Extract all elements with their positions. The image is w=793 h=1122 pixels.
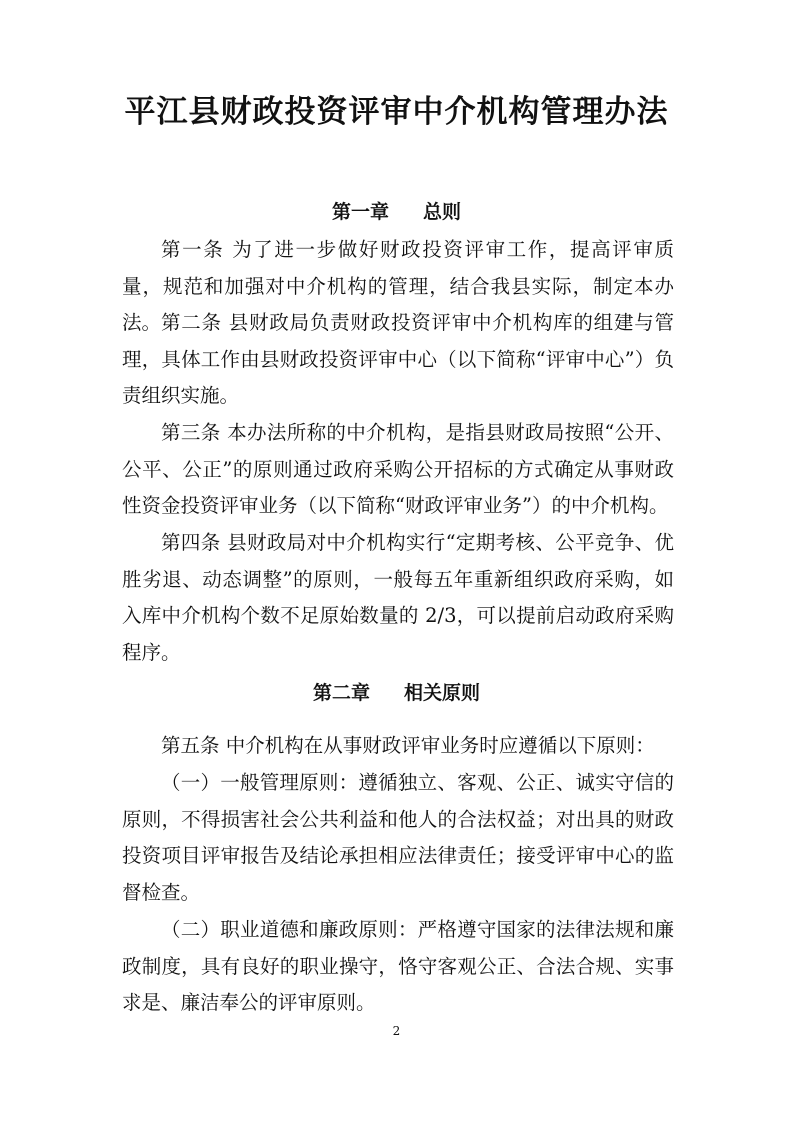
article-5 [122,728,674,765]
document-title: 平江县财政投资评审中介机构管理办法 [124,94,669,130]
article-4-lead: 第四条 [161,531,221,554]
chapter-1-heading [0,197,793,227]
chapter-2-heading [0,678,793,708]
principle-1-text: 一般管理原则：遵循独立、客观、公正、诚实守信的原则，不得损害社会公共利益和他人的合法权益；对出具的财政投资项目评审报告及结论承担相应法律责任；接受评审中心的监督检查。 [122,771,674,904]
article-1-lead: 第一条 [161,238,225,261]
chapter-1-name: 总则 [423,201,462,223]
principle-1 [122,765,674,911]
article-3 [122,415,674,525]
article-1-text: 为了进一步做好财政投资评审工作，提高评审质量，规范和加强对中介机构的管理，结合我县实际，制定本办法。 [122,238,674,334]
chapter-1-label: 第一章 [331,201,389,223]
page-number: 2 [392,1024,401,1038]
article-2-lead: 第二条 [161,311,222,334]
principle-2-text: 职业道德和廉政原则：严格遵守国家的法律法规和廉政制度，具有良好的职业操守，恪守客观公正、合法合规、实事求是、廉洁奉公的评审原则。 [122,918,674,1014]
article-4 [122,525,674,671]
article-4-text: 县财政局对中介机构实行“定期考核、公平竞争、优胜劣退、动态调整”的原则，一般每五年重新组织政府采购，如入库中介机构个数不足原始数量的 2/3，可以提前启动政府采购程序。 [122,531,674,664]
chapter-2-name: 相关原则 [404,682,481,704]
principle-2 [122,912,674,1022]
article-2-text: 县财政局负责财政投资评审中介机构库的组建与管理，具体工作由县财政投资评审中心（以下简称“评审中心”）负责组织实施。 [122,311,674,407]
chapter-2-label: 第二章 [312,682,370,704]
principle-1-lead: （一） [161,771,221,794]
article-5-lead: 第五条 [161,734,220,757]
principle-2-lead: （二） [161,918,221,941]
article-3-text: 本办法所称的中介机构，是指县财政局按照“公开、公平、公正”的原则通过政府采购公开招标的方式确定从事财政性资金投资评审业务（以下简称“财政评审业务”）的中介机构。 [122,421,674,517]
article-3-lead: 第三条 [161,421,221,444]
article-5-text: 中介机构在从事财政评审业务时应遵循以下原则： [225,734,655,757]
article-2 [122,305,674,415]
